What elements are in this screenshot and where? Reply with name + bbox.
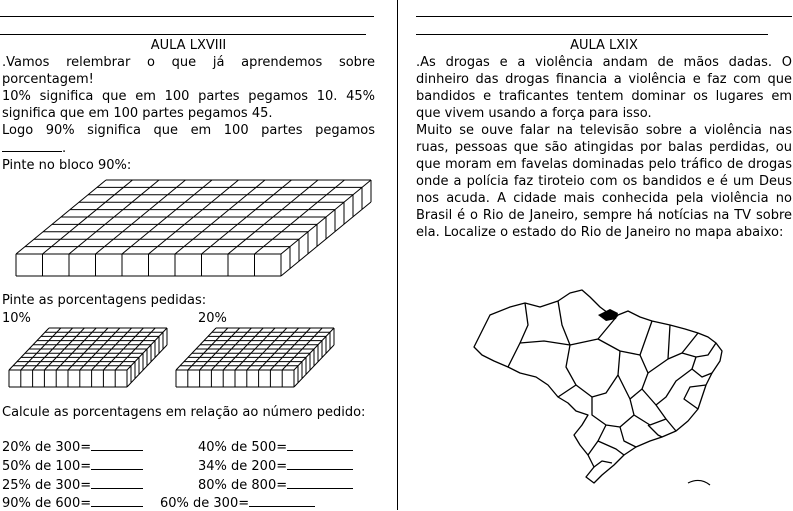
calc-blank-6[interactable] xyxy=(287,476,353,489)
paint-instruction: Pinte no bloco 90%: xyxy=(2,158,132,173)
answer-blank[interactable] xyxy=(2,139,62,152)
left-column xyxy=(2,37,375,174)
drugs-paragraph: .As drogas e a violência andam de mãos dadas. O dinheiro das drogas financia a violência e faz com que bandidos e traficantes tentem dominar os lugares em que vivem usando a força para isso. xyxy=(416,55,792,121)
page-divider xyxy=(397,0,398,510)
calc-blank-7[interactable] xyxy=(91,494,143,507)
calc-item-7: 90% de 600= xyxy=(2,494,143,511)
calc-item-1: 20% de 300= xyxy=(2,438,143,455)
writing-line-left-1 xyxy=(0,16,374,17)
label-20-percent: 20% xyxy=(198,311,227,326)
calc-blank-5[interactable] xyxy=(91,476,143,489)
calc-item-2: 40% de 500= xyxy=(198,438,353,455)
calc-item-5: 25% de 300= xyxy=(2,476,143,493)
calc-blank-1[interactable] xyxy=(91,438,143,451)
violence-paragraph: Muito se ouve falar na televisão sobre a violência nas ruas, pessoas que são atingidas por balas perdidas, ou que moram em favelas dominadas pelo tráfico de drogas onde a polícia faz tiroteio com os bandidos e é um Deus nos acuda. A cidade mais conhecida pela violência no Brasil é o Rio de Janeiro, sempre há notícias na TV sobre ela. Localize o estado do Rio de Janeiro no mapa abaixo: xyxy=(416,123,792,240)
lesson-title-right: AULA LXIX xyxy=(570,38,638,53)
calc-blank-4[interactable] xyxy=(287,457,353,470)
percent-question: Logo 90% significa que em 100 partes pegamos. xyxy=(2,123,375,156)
intro-text: .Vamos relembrar o que já aprendemos sobre porcentagem! xyxy=(2,55,375,87)
calc-item-3: 50% de 100= xyxy=(2,457,143,474)
coast-mark xyxy=(688,480,710,485)
writing-line-right-2 xyxy=(416,34,768,35)
calc-instruction: Calcule as porcentagens em relação ao número pedido: xyxy=(2,405,366,420)
hundred-block-10[interactable] xyxy=(5,326,175,396)
writing-line-right-1 xyxy=(416,16,792,17)
writing-line-left-2 xyxy=(0,34,366,35)
lesson-title-left: AULA LXVIII xyxy=(150,38,227,53)
paint-percent-instruction: Pinte as porcentagens pedidas: xyxy=(2,293,207,308)
hundred-block-90[interactable] xyxy=(10,178,380,278)
calc-item-6: 80% de 800= xyxy=(198,476,353,493)
calc-blank-2[interactable] xyxy=(287,438,353,451)
brazil-map[interactable] xyxy=(470,285,760,490)
brazil-outline xyxy=(474,290,722,483)
calc-item-4: 34% de 200= xyxy=(198,457,353,474)
label-10-percent: 10% xyxy=(2,311,31,326)
calc-blank-8[interactable] xyxy=(249,494,315,507)
calc-item-8: 60% de 300= xyxy=(160,494,315,511)
calc-blank-3[interactable] xyxy=(91,457,143,470)
right-column xyxy=(416,37,792,241)
percent-explanation: 10% significa que em 100 partes pegamos 10. 45% significa que em 100 partes pegamos 45. xyxy=(2,89,375,121)
hundred-block-20[interactable] xyxy=(172,326,342,396)
